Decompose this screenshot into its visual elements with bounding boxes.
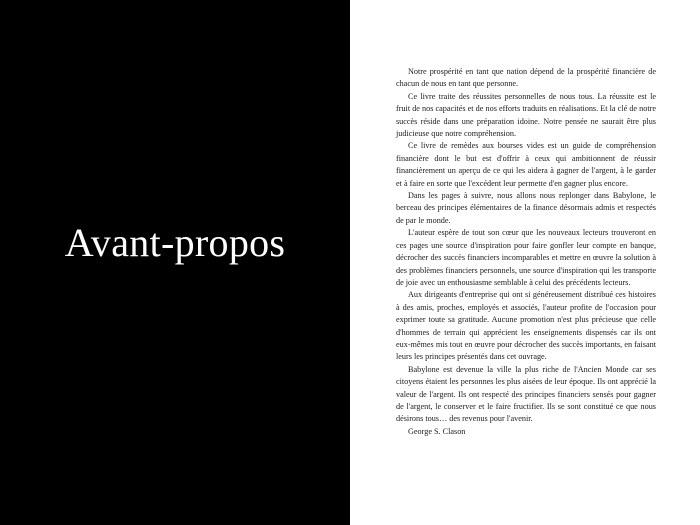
paragraph: Babylone est devenue la ville la plus riche de l'Ancien Monde car ses citoyens étaient les personnes les plus aisées de leur époque. Ils ont apprécié la valeur de l'argent. Ils ont respecté des principes financiers sensés pour gagner de l'argent, le conserver et le faire fructifier. Ils se sont constitué ce que nous désirons tous… des revenus pour l'avenir. xyxy=(396,364,656,424)
paragraph: Notre prospérité en tant que nation dépend de la prospérité financière de chacun de nous en tant que personne. xyxy=(396,67,656,89)
paragraph: Ce livre traite des réussites personnelles de nous tous. La réussite est le fruit de nos capacités et de nos efforts traduits en réalisations. Et la clé de notre succès réside dans une préparation idoine. Notre pensée ne saurait être plus judicieuse que notre compréhension. xyxy=(396,91,656,139)
paragraph: Aux dirigeants d'entreprise qui ont si généreusement distribué ces histoires à des amis, proches, employés et associés, l'auteur profite de l'occasion pour exprimer toute sa gratitude. Aucune promotion n'est plus précieuse que celle d'hommes de terrain qui apprécient les enseignements dispensés car ils ont eux-mêmes mis tout en œuvre pour décrocher des succès importants, en faisant leurs les principes présentés dans cet ouvrage. xyxy=(396,290,656,362)
paragraph: Dans les pages à suivre, nous allons nous replonger dans Babylone, le berceau des principes élémentaires de la finance désormais admis et respectés de par le monde. xyxy=(396,191,656,225)
author-signature: George S. Clason xyxy=(408,426,466,436)
paragraph: Ce livre de remèdes aux bourses vides est un guide de compréhension financière dont le but est d'offrir à ceux qui ambitionnent de réussir financièrement un aperçu de ce qui les aidera à gagner de l'argent, à le garder et à faire en sorte que l'excédent leur permette d'en gagner plus encore. xyxy=(396,141,656,188)
body-text xyxy=(396,66,656,438)
right-page xyxy=(350,0,700,525)
paragraph: L'auteur espère de tout son cœur que les nouveaux lecteurs trouveront en ces pages une source d'inspiration pour faire gonfler leur compte en banque, décrocher des succès financiers incomparables et mettre en œuvre la solution à des problèmes financiers personnels, une source d'inspiration qui les transporte de joie avec un enthousiasme semblable à celui des précédents lecteurs. xyxy=(396,228,656,287)
chapter-title: Avant-propos xyxy=(64,220,286,265)
